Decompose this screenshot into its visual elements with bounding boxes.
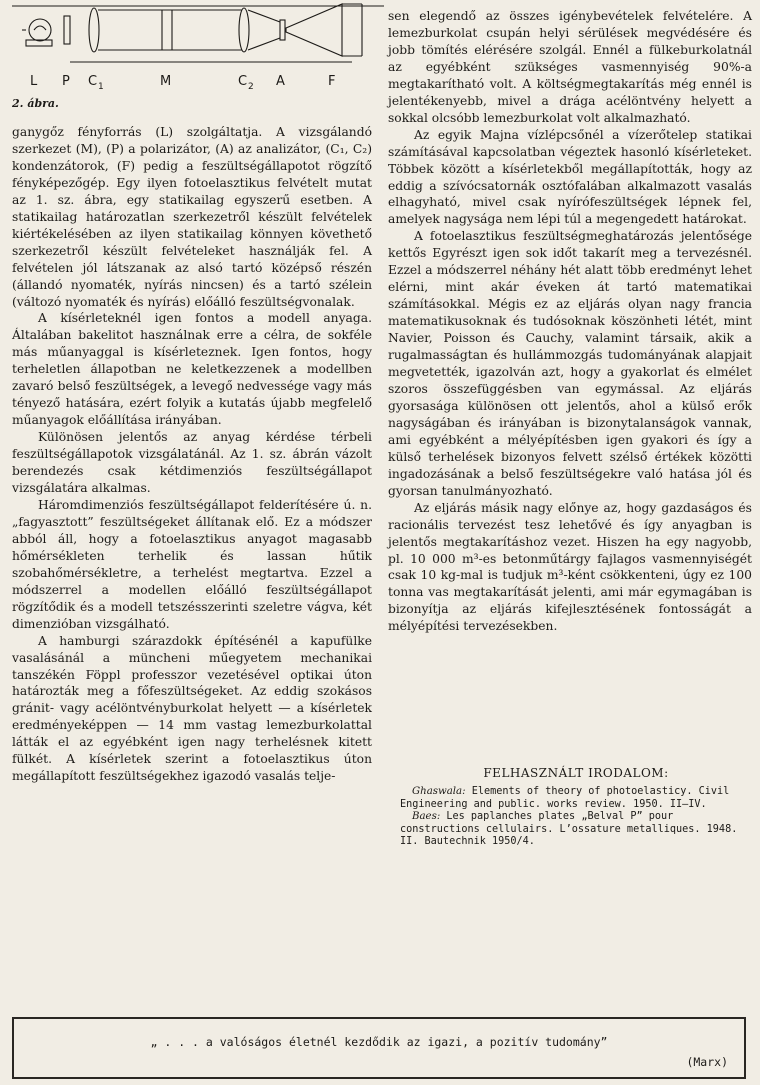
figure-label: P	[62, 74, 70, 89]
optical-bench-figure	[12, 0, 384, 110]
figure-caption: 2. ábra.	[12, 97, 59, 110]
references-title: FELHASZNÁLT IRODALOM:	[483, 766, 669, 780]
paragraph: A hamburgi szárazdokk építésénél a kapufülke vasalásánál a müncheni műegyetem mechanikai tanszékén Föppl professzor vezetésével optikai úton határozták meg a főfeszültségeket. Az eddig szokásos gránit- vagy acélöntvényburkolat helyett — a kísérletek eredményeképpen — 14 mm vastag lemezburkolattal látták el az egyébként igen nagy terhelésnek kitett fülkét. A kísérletek szerint a fotoelasztikus úton megállapított feszültségekhez igazodó vasalás telje-	[12, 633, 372, 784]
reference-text: Elements of theory of photoelasticy. Civil Engineering and public. works review. 1950. II—IV.	[400, 786, 730, 810]
figure-label: C	[238, 74, 248, 89]
figure-label: M	[160, 74, 172, 89]
paragraph: A kísérleteknél igen fontos a modell anyaga. Általában bakelitot használnak erre a célra, de sokféle más műanyaggal is kísérleteznek. Igen fontos, hogy terheletlen állapotban ne keletkezzenek a modellben zavaró belső feszültségek, a levegő nedvessége vagy más tényező hatására, ezért folyik a kutatás újabb megfelelő műanyagok előállítása irányában.	[12, 311, 372, 428]
figure-labels: L P C 1 M C 2 A F	[30, 74, 336, 92]
figure-label: L	[30, 74, 38, 89]
figure-label: C	[88, 74, 98, 89]
references-section	[400, 766, 752, 849]
polarizer-element	[64, 16, 70, 44]
figure-label: F	[328, 74, 336, 89]
paragraph: ganygőz fényforrás (L) szolgáltatja. A vizsgálandó szerkezet (M), (P) a polarizátor, (A) az analizátor, (C₁, C₂) kondenzátorok, (F) pedig a feszültségállapotot rögzítő fényképezőgép. Egy ilyen fotoelasztikus felvételt mutat az 1. sz. ábra, egy statikailag egyszerű esetben. A statikailag határozatlan szerkezetről készült felvételek kiértékelésében az ilyen statikailag könnyen követhető szerkezetről készült felvételeket használják fel. A felvételen jól látszanak az alsó tartó középső részén (állandó nyomaték, nyírás nincsen) és a tartó szélein (változó nyomaték és nyírás) előálló feszültségvonalak.	[12, 125, 372, 309]
paragraph: A fotoelasztikus feszültségmeghatározás jelentősége kettős Egyrészt igen sok időt takarít meg a tervezésnél. Ezzel a módszerrel néhány hét alatt több eredményt lehet elérni, mint akár éveken át tartó matematikai számításokkal. Mégis ez az eljárás olyan nagy francia matematikusoknak és tudósoknak köszönheti létét, mint Navier, Poisson és Cauchy, valamint társaik, akik a rugalmasságtan és hullámmozgás tudományának alapjait megvetették, igazolván azt, hogy a gyakorlat és elmélet szoros összefüggésben van egymással. Az eljárás gyorsasága különösen ott jelentős, ahol a külső erők nagyságában és irányában is bizonytalanságok vannak, ami egyébként a mélyépítésben igen gyakori és így a külső terhelések bizonyos felvett szélső értékek közötti ingadozásának a belső feszültségekre való hatása jól és gyorsan tanulmányozható.	[388, 229, 752, 498]
condenser-1-lens	[89, 8, 99, 52]
quote-author: (Marx)	[686, 1055, 728, 1069]
reference-item	[400, 811, 752, 849]
left-column	[12, 124, 372, 785]
quote-box	[12, 1017, 746, 1079]
figure-label: A	[276, 74, 285, 89]
optical-bench-diagram	[12, 0, 384, 80]
analyzer-element	[280, 20, 285, 40]
reference-text: Les paplanches plates „Belval P” pour constructions cellulairs. L’ossature metalliques. 1948. II. Bautechnik 1950/4.	[400, 811, 738, 848]
paragraph: Az egyik Majna vízlépcsőnél a vízerőtelep statikai számításával kapcsolatban végeztek hasonló kísérleteket. Többek között a kísérletekből megállapították, hogy az eddig a szívócsatornák osztófalában alkalmazott vasalás elhagyható, mivel csak nyírófeszültségek lépnek fel, amelyek nagysága nem lépi túl a megengedett határokat.	[388, 127, 752, 227]
light-source-bulb	[29, 19, 51, 41]
camera-element	[286, 4, 342, 56]
reference-author: Ghaswala:	[412, 786, 466, 797]
reference-item	[400, 786, 752, 811]
paragraph: Háromdimenziós feszültségállapot felderítésére ú. n. „fagyasztott” feszültségeket állítanak elő. Ez a módszer abból áll, hogy a fotoelasztikus anyagot magasabb hőmérsékleten terhelik és lassan hűtik szobahőmérsékletre, a terhelést megtartva. Ezzel a módszerrel a modellen előálló feszültségállapot rögzítődik és a modell tetszésszerinti szeletre vágva, két dimenzióban vizsgálható.	[12, 497, 372, 631]
paragraph: Az eljárás másik nagy előnye az, hogy gazdaságos és racionális tervezést tesz lehetővé és így anyagban is jelentős megtakarításhoz vezet. Hiszen ha egy nagyobb, pl. 10 000 m³-es betonműtárgy fajlagos vasmennyiségét csak 10 kg-mal is tudjuk m³-ként csökkenteni, úgy ez 100 tonna vas megtakarítását jelenti, ami már egymagában is bizonyítja az eljárás kifejlesztésének fontosságát a mélyépítési tervezésekben.	[388, 500, 752, 634]
condenser-2-lens	[239, 8, 249, 52]
paragraph: sen elegendő az összes igénybevételek felvételére. A lemezburkolat csupán helyi sérülések megvédésére és jobb tömítés elérésére szolgál. Ennél a fülkeburkolatnál az egyébként szükséges vasmennyiség 90%-a megtakarítható volt. A költségmegtakarítás még ennél is jelentékenyebb, mivel a drága acélöntvény helyett a sokkal olcsóbb lemezburkolat volt alkalmazható.	[388, 9, 752, 125]
paragraph: Különösen jelentős az anyag kérdése térbeli feszültségállapotok vizsgálatánál. Az 1. sz. ábrán vázolt berendezés csak kétdimenziós feszültségállapot vizsgálatára alkalmas.	[12, 430, 372, 496]
reference-author: Baes:	[412, 811, 441, 823]
quote-text: „ . . . a valóságos életnél kezdődik az igazi, a pozitív tudomány”	[150, 1035, 608, 1049]
right-column	[388, 8, 752, 635]
